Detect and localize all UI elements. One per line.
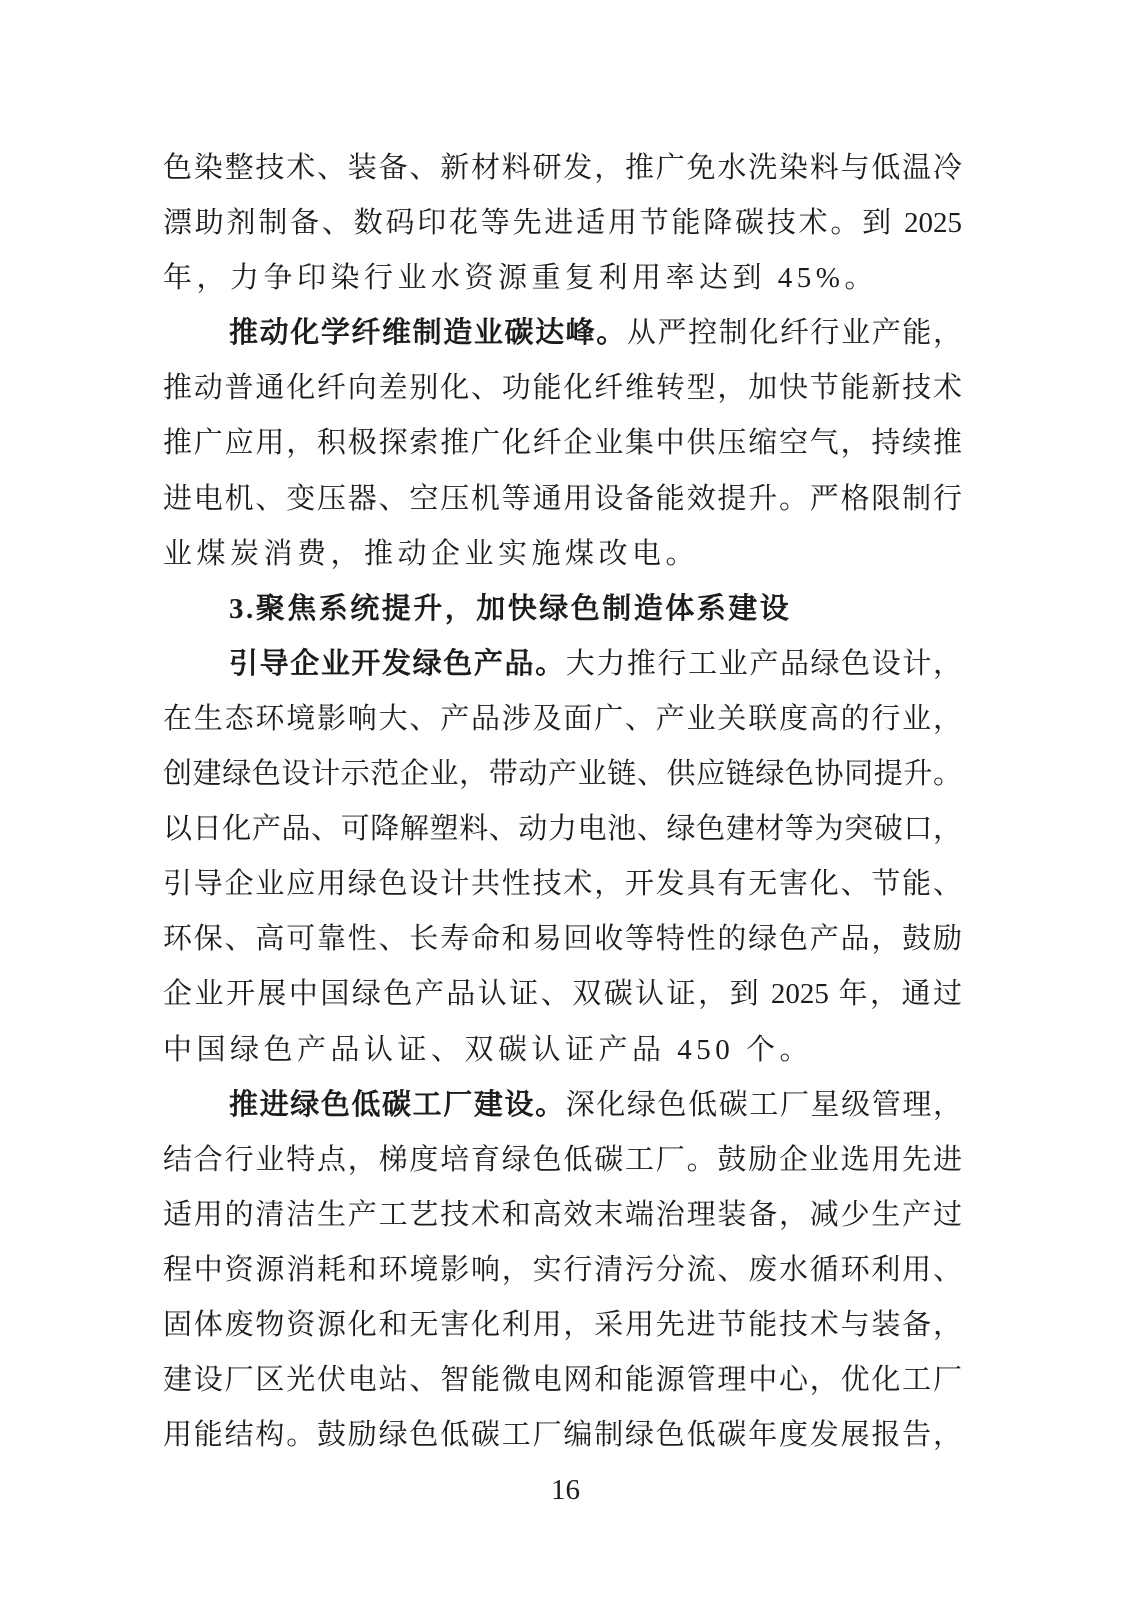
line-text: 环保、高可靠性、长寿命和易回收等特性的绿色产品，鼓励 xyxy=(163,923,962,956)
line-text: 以日化产品、可降解塑料、动力电池、绿色建材等为突破口， xyxy=(163,813,962,846)
line-text: 结合行业特点，梯度培育绿色低碳工厂。鼓励企业选用先进 xyxy=(163,1143,962,1176)
line-text: 中国绿色产品认证、双碳认证产品 450 个。 xyxy=(163,1033,814,1066)
text-line xyxy=(163,472,962,527)
text-line xyxy=(163,141,962,196)
bold-lead: 推动化学纤维制造业碳达峰。 xyxy=(229,317,627,350)
line-text: 从严控制化纤行业产能， xyxy=(626,317,962,350)
line-text: 固体废物资源化和无害化利用，采用先进节能技术与装备， xyxy=(163,1308,962,1341)
bold-lead: 推进绿色低碳工厂建设。 xyxy=(229,1088,566,1121)
line-text: 深化绿色低碳工厂星级管理， xyxy=(565,1088,962,1121)
line-text: 色染整技术、装备、新材料研发，推广免水洗染料与低温冷 xyxy=(163,152,962,184)
text-column xyxy=(163,141,962,1463)
text-line xyxy=(163,857,962,912)
text-line xyxy=(163,1243,962,1298)
line-text: 建设厂区光伏电站、智能微电网和能源管理中心，优化工厂 xyxy=(163,1364,962,1397)
text-line xyxy=(163,637,962,692)
page-number: 16 xyxy=(551,1474,580,1506)
text-line xyxy=(163,692,962,747)
text-line xyxy=(163,1078,962,1133)
text-line xyxy=(163,1133,962,1188)
text-line xyxy=(163,306,962,361)
line-text: 在生态环境影响大、产品涉及面广、产业关联度高的行业， xyxy=(163,702,962,735)
line-text: 用能结构。鼓励绿色低碳工厂编制绿色低碳年度发展报告， xyxy=(163,1419,962,1452)
text-line xyxy=(163,747,962,802)
text-line xyxy=(163,802,962,857)
line-text: 企业开展中国绿色产品认证、双碳认证，到 2025 年，通过 xyxy=(163,978,962,1011)
text-line xyxy=(163,1023,962,1078)
text-line xyxy=(163,416,962,471)
text-line xyxy=(163,1298,962,1353)
line-text: 大力推行工业产品绿色设计， xyxy=(565,647,962,680)
text-line xyxy=(163,251,962,306)
section-heading-text: 3.聚焦系统提升，加快绿色制造体系建设 xyxy=(229,592,792,625)
line-text: 年，力争印染行业水资源重复利用率达到 45%。 xyxy=(163,262,878,295)
text-line xyxy=(163,1188,962,1243)
text-line xyxy=(163,1353,962,1408)
line-text: 适用的清洁生产工艺技术和高效末端治理装备，减少生产过 xyxy=(163,1198,962,1231)
line-text: 推广应用，积极探索推广化纤企业集中供压缩空气，持续推 xyxy=(163,427,962,460)
text-line xyxy=(163,967,962,1022)
bold-lead: 引导企业开发绿色产品。 xyxy=(229,647,566,680)
line-text: 业煤炭消费，推动企业实施煤改电。 xyxy=(163,537,700,570)
line-text: 程中资源消耗和环境影响，实行清污分流、废水循环利用、 xyxy=(163,1253,962,1286)
section-heading xyxy=(163,582,962,637)
line-text: 进电机、变压器、空压机等通用设备能效提升。严格限制行 xyxy=(163,482,962,515)
text-line xyxy=(163,527,962,582)
line-text: 引导企业应用绿色设计共性技术，开发具有无害化、节能、 xyxy=(163,868,962,901)
line-text: 漂助剂制备、数码印花等先进适用节能降碳技术。到 2025 xyxy=(163,207,962,240)
text-line xyxy=(163,196,962,251)
text-line xyxy=(163,912,962,967)
text-line xyxy=(163,1408,962,1463)
line-text: 创建绿色设计示范企业，带动产业链、供应链绿色协同提升。 xyxy=(163,758,962,791)
text-line xyxy=(163,361,962,416)
line-text: 推动普通化纤向差别化、功能化纤维转型，加快节能新技术 xyxy=(163,372,962,405)
